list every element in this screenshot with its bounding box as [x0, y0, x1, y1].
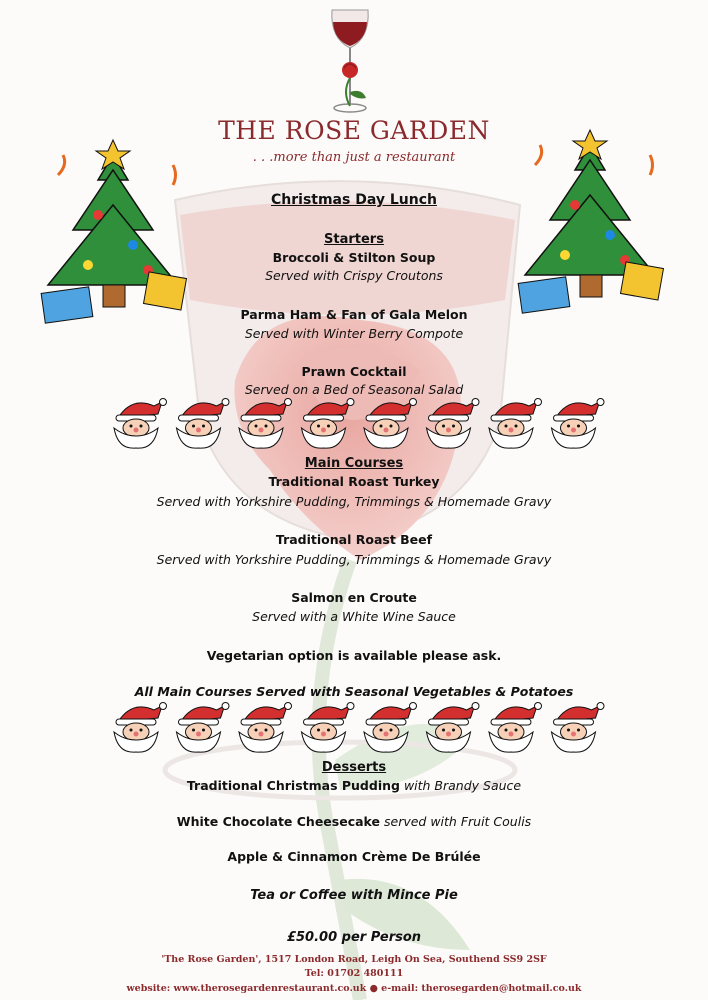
footer-address: 'The Rose Garden', 1517 London Road, Leigh On Sea, Southend SS9 2SF — [161, 954, 547, 965]
starter-desc: Served with Crispy Croutons — [265, 268, 443, 283]
starter-desc: Served with Winter Berry Compote — [244, 326, 464, 341]
santa-face-icon — [364, 399, 417, 449]
santa-face-icon — [427, 703, 480, 753]
main-name: Traditional Roast Turkey — [268, 474, 440, 489]
santa-face-icon — [114, 399, 167, 449]
restaurant-name: THE ROSE GARDEN — [218, 116, 490, 145]
dessert-name: Traditional Christmas Pudding — [186, 778, 400, 793]
santa-face-icon — [239, 399, 292, 449]
footer-tel: Tel: 01702 480111 — [304, 968, 404, 979]
santa-face-icon — [239, 703, 292, 753]
dessert-item — [0, 849, 708, 864]
dessert-item — [0, 778, 708, 793]
santa-face-icon — [302, 703, 355, 753]
desserts-heading: Desserts — [321, 760, 387, 775]
santa-face-icon — [302, 399, 355, 449]
santa-face-icon — [364, 703, 417, 753]
santa-face-icon — [552, 399, 605, 449]
santa-face-icon — [489, 703, 542, 753]
menu-title: Christmas Day Lunch — [271, 192, 437, 208]
santa-face-icon — [489, 399, 542, 449]
santa-face-icon — [427, 399, 480, 449]
santa-divider — [0, 702, 708, 754]
santa-divider — [0, 398, 708, 450]
dessert-item — [0, 814, 708, 829]
santa-face-icon — [177, 399, 230, 449]
price: £50.00 per Person — [286, 930, 422, 945]
dessert-name: White Chocolate Cheesecake — [176, 814, 381, 829]
wine-glass-rose-logo-icon — [320, 8, 380, 116]
dessert-desc: served with Fruit Coulis — [380, 814, 532, 829]
dessert-desc: with Brandy Sauce — [399, 778, 522, 793]
starter-name: Broccoli & Stilton Soup — [272, 250, 436, 265]
dessert-name: Apple & Cinnamon Crème De Brúlée — [227, 849, 481, 864]
main-name: Salmon en Croute — [291, 590, 417, 605]
santa-face-icon — [552, 703, 605, 753]
main-desc: Served with Yorkshire Pudding, Trimmings & Homemade Gravy — [156, 552, 552, 567]
mains-heading: Main Courses — [304, 456, 404, 471]
santa-face-icon — [114, 703, 167, 753]
main-desc: Served with Yorkshire Pudding, Trimmings & Homemade Gravy — [156, 494, 552, 509]
starter-name: Parma Ham & Fan of Gala Melon — [240, 307, 468, 322]
mains-note: All Main Courses Served with Seasonal Vegetables & Potatoes — [134, 684, 574, 699]
starter-name: Prawn Cocktail — [301, 364, 407, 379]
tagline: . . .more than just a restaurant — [252, 150, 456, 165]
tea-coffee: Tea or Coffee with Mince Pie — [250, 888, 458, 903]
main-name: Traditional Roast Beef — [275, 532, 433, 547]
starters-heading: Starters — [324, 232, 384, 247]
starter-desc: Served on a Bed of Seasonal Salad — [244, 382, 464, 397]
footer-web-email: website: www.therosegardenrestaurant.co.uk ● e-mail: therosegarden@hotmail.co.uk — [126, 983, 582, 994]
santa-face-icon — [177, 703, 230, 753]
vegetarian-note: Vegetarian option is available please ask. — [206, 648, 502, 663]
main-desc: Served with a White Wine Sauce — [252, 609, 456, 624]
